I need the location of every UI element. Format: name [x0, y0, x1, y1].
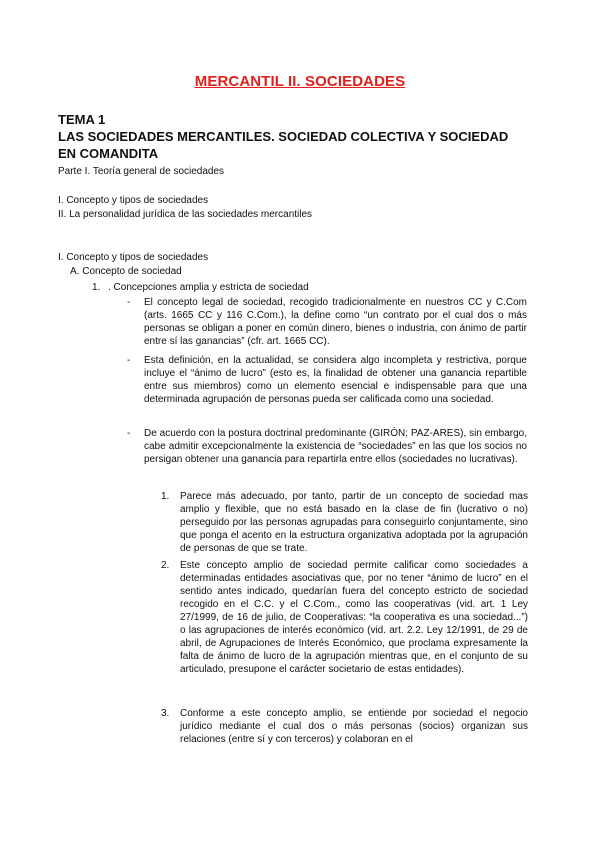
numbered-paragraph: Este concepto amplio de sociedad permite calificar como sociedades a determinadas entidades asociativas que, por no tener “ánimo de lucro” en el sentido antes indicado, quedarían fuera del concepto estricto de sociedad recogido en el C.C. y el C.Com., como las cooperativas (vid. art. 1 Ley 27/1999, de 16 de julio, de Cooperativas: “la cooperativa es una sociedad...”) o las agrupaciones de interés económico (vid. art. 2.2. Ley 12/1991, de 29 de abril, de Agrupaciones de Interés Económico, que proclama expresamente la falta de ánimo de lucro de la agrupación mientras que, en el conjunto de su articulado, presupone el carácter societario de estas entidades). [180, 560, 528, 675]
numbered-marker: 2. [161, 560, 170, 571]
list-item-heading: . Concepciones amplia y estricta de sociedad [108, 282, 309, 293]
subsection-title: A. Concepto de sociedad [70, 266, 182, 277]
index-item: I. Concepto y tipos de sociedades [58, 195, 209, 206]
bullet-dash: - [127, 428, 131, 439]
parte-subtitle: Parte I. Teoría general de sociedades [58, 166, 225, 177]
numbered-paragraph: Parece más adecuado, por tanto, partir de un concepto de sociedad mas amplio y flexible, que no está basado en la clase de fin (lucrativo o no) perseguido por las personas agrupadas para conseguirlo conjuntamente, sino que ponga el acento en la estructura organizativa adoptada por la agrupación de personas de que se trate. [180, 491, 528, 554]
chapter-heading-line1: LAS SOCIEDADES MERCANTILES. SOCIEDAD COLECTIVA Y SOCIEDAD [58, 129, 509, 144]
numbered-marker: 3. [161, 708, 170, 719]
bullet-dash: - [127, 297, 131, 308]
document-title: MERCANTIL II. SOCIEDADES [194, 73, 406, 90]
tema-heading: TEMA 1 [58, 112, 106, 127]
numbered-paragraph: Conforme a este concepto amplio, se entiende por sociedad el negocio jurídico mediante el cual dos o más personas (socios) organizan sus relaciones (entre sí y con terceros) y colaboran en el [180, 708, 528, 745]
bullet-paragraph: De acuerdo con la postura doctrinal predominante (GIRÓN; PAZ-ARES), sin embargo, cabe admitir excepcionalmente la existencia de “sociedades” en las que los socios no persigan obtener una ganancia para repartirla entre ellos (sociedades no lucrativas). [144, 428, 527, 465]
bullet-dash: - [127, 355, 131, 366]
section-title: I. Concepto y tipos de sociedades [58, 252, 209, 263]
bullet-paragraph: Esta definición, en la actualidad, se considera algo incompleta y restrictiva, porque incluye el “ánimo de lucro” (esto es, la finalidad de obtener una ganancia repartible entre sus miembros) como un elemento esencial e indispensable para que una determinada agrupación de personas pueda ser calificada como una sociedad. [144, 355, 527, 405]
numbered-marker: 1. [161, 491, 170, 502]
list-number: 1. [92, 282, 101, 293]
bullet-paragraph: El concepto legal de sociedad, recogido tradicionalmente en nuestros CC y C.Com (arts. 1665 CC y 116 C.Com.), la define como “un contrato por el cual dos o más personas se obligan a poner en común dinero, bienes o industria, con ánimo de partir entre sí las ganancias” (cfr. art. 1665 CC). [144, 297, 527, 347]
chapter-heading-line2: EN COMANDITA [58, 146, 159, 161]
index-item: II. La personalidad jurídica de las sociedades mercantiles [58, 209, 313, 220]
